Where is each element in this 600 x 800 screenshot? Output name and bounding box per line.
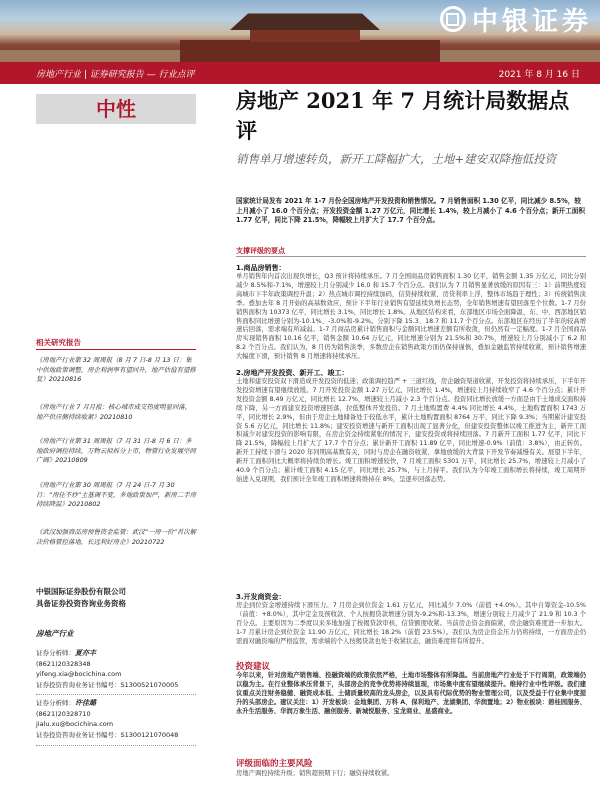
- analyst-role: 证券分析师：: [36, 649, 75, 657]
- report-date: 2021 年 8 月 16 日: [498, 69, 580, 80]
- rating-badge: 中性: [36, 94, 196, 124]
- risk-text: 房地产调控持续升级；销售超预期下行；融资持续收紧。: [236, 770, 394, 777]
- section3-heading: 3.开发商资金：: [236, 593, 286, 601]
- analyst-cert: 证券投资咨询业务证书编号：S1300521070005: [36, 680, 179, 689]
- strategy-heading: 投资建议: [236, 662, 271, 672]
- company-logo: [440, 2, 592, 36]
- analyst-role: 证券分析师：: [36, 699, 75, 707]
- report-title: 房地产 2021 年 7 月统计局数据点评: [236, 88, 570, 143]
- strategy-text: 今年以来，针对房地产销售端、投融资端的政策依然严格，土地市场整体有所降温。当前房地产行业处于下行周期，政策端仍以稳为主。在行业整体承压背景下，头部房企的竞争优势将持续显现，市场集中度有望继续提升。维持行业中性评级。我们建议重点关注财务稳健、融资成本低、土储质量较高的龙头房企，以及具有代际优势的物业管理公司，以及受益于行业集中度提升的头部房企。建议关注：1）开发板块：金地集团、万科 A、保利地产、龙湖集团、华润置地；2）物业板块：碧桂园服务、永升生活服务、华润万象生活、融创服务、新城悦服务、宝龙商业、星盛商业。: [236, 672, 586, 715]
- analyst-phone: (8621)20328348: [36, 659, 91, 668]
- analyst-cert: 证券投资咨询业务证书编号：S1300121070048: [36, 730, 179, 739]
- rating-points-label: 支撑评级的要点: [236, 247, 285, 255]
- section1-heading: 1.商品房销售：: [236, 264, 286, 272]
- related-report-item[interactable]: 《武汉加强商品房预售资金监管：武汉“一房一价”首次解决价格管控落地，长远利好房企》20210722: [36, 528, 196, 546]
- analyst-name: 许佳璐: [75, 699, 96, 707]
- risk-heading: 评级面临的主要风险: [236, 759, 313, 769]
- related-report-item[interactable]: 《房地产行业第 30 周周报（7 月 24 日-7 月 30 日：“房住不炒”主基调不变，多地政策加严，新房二手房持续降温》20210802: [36, 481, 196, 509]
- analyst-block: [36, 648, 178, 690]
- related-report-item[interactable]: 《房地产行业 7 月月报：核心城市成交热度明显回落，地产供应侧持续收紧》20210810: [36, 403, 192, 421]
- related-divider: [36, 349, 196, 350]
- section2-text: 土地和建安投资双下滑造成开发投资的低迷；政策调控趋严 + 三道红线，房企融资渠道收紧，开发投资将持续承压，下半年开发投资增速有望继续放缓。7 月开发投资金额 1.27 万亿元，同比增长 1.4%，增速较上月持续收窄了 4.6 个百分点；累计开发投资金额 8.49 万亿元，同比增长 12.7%，增速较上月减小 2.3 个百分点。投资同比增长放缓一方面是由于土地成交面积持续下降，另一方面建安投资增速回落，拉低整体开发投资。7 月土地购置费 4.4% 同比增长 4.4%，土地购置面积 1743 万平，同比增长 2.9%，但由于房企土地储备处于较低水平，累计土地购置面积 8764 万平，同比下降 9.3%；当期累计建安投资 5.6 万亿元，同比增长 11.8%；建安投资增速与新开工面积出现了显著分化，但建安投资整体以竣工推进为主，新开工面积减少对建安投资的影响有限，在房企资金持续紧张的情况下，建安投资或将持续回落。7 月新开工面积 1.77 亿平，同比下降 21.5%，降幅较上月扩大了 17.7 个百分点；累计新开工面积 11.89 亿平，同比增速-0.9%（前值：3.8%），由正转负。新开工持续下滑与 2020 年同期高基数有关，同时与房企在融资收紧、拿地放缓的大背景下开发节奏减慢有关。展望下半年，新开工面积同比大概率将持续负增长。竣工面积增速较快，7 月竣工面积 5301 万平，同比增长 25.7%，增速较上月减小了 40.9 个百分点；累计竣工面积 4.15 亿平，同比增长 25.7%，与上月持平。我们认为今年竣工面积增长将持续，竣工周期开始进入兑现期，我们预计全年竣工面积增速将维持在 8%，呈逐步回落态势。: [236, 378, 586, 483]
- section3-text: 房企到位资金增速持续下滑压力。7 月房企到位资金 1.61 万亿元，同比减少 7.0%（前值 +4.0%）。其中自筹资金-10.5%（前值：+8.0%），其中定金及预收款、个人按揭贷款增速分别为-9.2%和-13.3%，增速分别较上月减少了 21.9 和 10.3 个百分点。主要原因为二季度以来多地加强了按揭贷款审核，信贷额度收紧。当前房企资金面偏紧，房企融资难度进一步加大。1-7 月累计房企到位资金 11.90 万亿元，同比增长 18.2%（前值 23.5%）。我们认为房企资金压力仍将持续，一方面房企仍需面对融资端的严格监管，需求端的个人按揭贷款也处于收紧状态，融资难度将有所提升。: [236, 602, 586, 645]
- report-subtitle: 销售单月增速转负，新开工降幅扩大，土地+建安双降拖低投资: [236, 152, 557, 166]
- report-header-bar: [0, 62, 600, 84]
- industry-label: 房地产行业: [36, 629, 74, 638]
- analyst-divider: [36, 745, 196, 746]
- analyst-block: [36, 698, 178, 740]
- logo-text: 中银证券: [471, 6, 592, 37]
- header-banner: [0, 0, 600, 62]
- analyst-email[interactable]: jialu.xu@bocichina.com: [36, 720, 114, 728]
- analyst-email[interactable]: yifeng.xia@bocichina.com: [36, 670, 122, 678]
- banner-hall: [180, 40, 440, 62]
- related-reports-heading: 相关研究报告: [36, 338, 81, 347]
- related-report-item[interactable]: 《房地产行业第 32 周周报（8 月 7 日-8 月 13 日：集中供地政策调整，房企利润率有望回升，地产估值有望修复》20210816: [36, 356, 196, 384]
- banner-roof: [230, 8, 380, 30]
- related-report-item[interactable]: 《房地产行业第 31 周周报（7 月 31 日-8 月 6 日：多地政府调控持续，万物云拟拆分上市，物管行业发展空间广阔》20210809: [36, 437, 196, 465]
- divider: [236, 256, 586, 257]
- report-summary: 国家统计局发布 2021 年 1-7 月份全国房地产开发投资和销售情况。7 月销售面积 1.30 亿平，同比减少 8.5%，较上月减小了 16.0 个百分点；开发投资金额 1.27 万亿元，同比增长 1.4%，较上月减小了 4.6 个百分点；新开工面积 1.77 亿平，同比下降 21.5%，降幅较上月扩大了 17.7 个百分点。: [236, 197, 585, 224]
- analyst-divider: [36, 694, 196, 695]
- section1-text: 单月销售年内首次出现负增长，Q3 预计将持续承压。7 月全国商品房销售面积 1.30 亿平，销售金额 1.35 万亿元，同比分别减少 8.5%和-7.1%，增速较上月分别减少 16.0 和 15.7 个百分点。我们认为 7 月销售显著放缓的原因有三：1）前期热度较高城市下半年政策调控升温；2）热点城市调控持续加码，信贷持续收紧，房贷利率上浮，整体市场趋于理性；3）传统销售淡季。叠加去年 8 月开始的高基数效应，预计下半年行业销售有望延续负增长态势，全年销售增速有望回落至个位数。1-7 月份销售面积为 10373 亿平，同比增长 3.1%，同比增长 1.8%。从地区结构来看，东部地区市场全面降温，东、中、西部地区销售面积同比增速分别为-10.1%、-3.0%和-9.2%。分别下降 15.3、18.7 和 11.7 个百分点。东部地区在经历了半年的较高增速后回落，需求端有所减弱。1-7 月商品房累计销售面积与金额同比增速差额有所收敛，但仍然有一定幅度。1-7 月全国商品房实现销售面积 10.16 亿平，销售金额 10.64 万亿元，同比增速分别为 21.5%和 30.7%，增速较上月分别减小了 6.2 和 8.2 个百分点。我们认为，8 月仍为销售淡季，多数房企在销售政策方面仍保持谨慎，叠加金融监管持续收紧，预计销售增速大幅度下滑，预计销售 8 月增速将持续承压。: [236, 273, 586, 361]
- firm-name: 中银国际证券股份有限公司 具备证券投资咨询业务资格: [36, 587, 126, 608]
- bank-of-china-icon: [440, 6, 466, 32]
- analyst-name: 夏亦丰: [75, 649, 96, 657]
- analyst-phone: (8621)20328710: [36, 709, 91, 718]
- report-category: 房地产行业 | 证券研究报告 — 行业点评: [36, 69, 195, 80]
- section2-heading: 2.房地产开发投资、新开工、竣工：: [236, 369, 349, 377]
